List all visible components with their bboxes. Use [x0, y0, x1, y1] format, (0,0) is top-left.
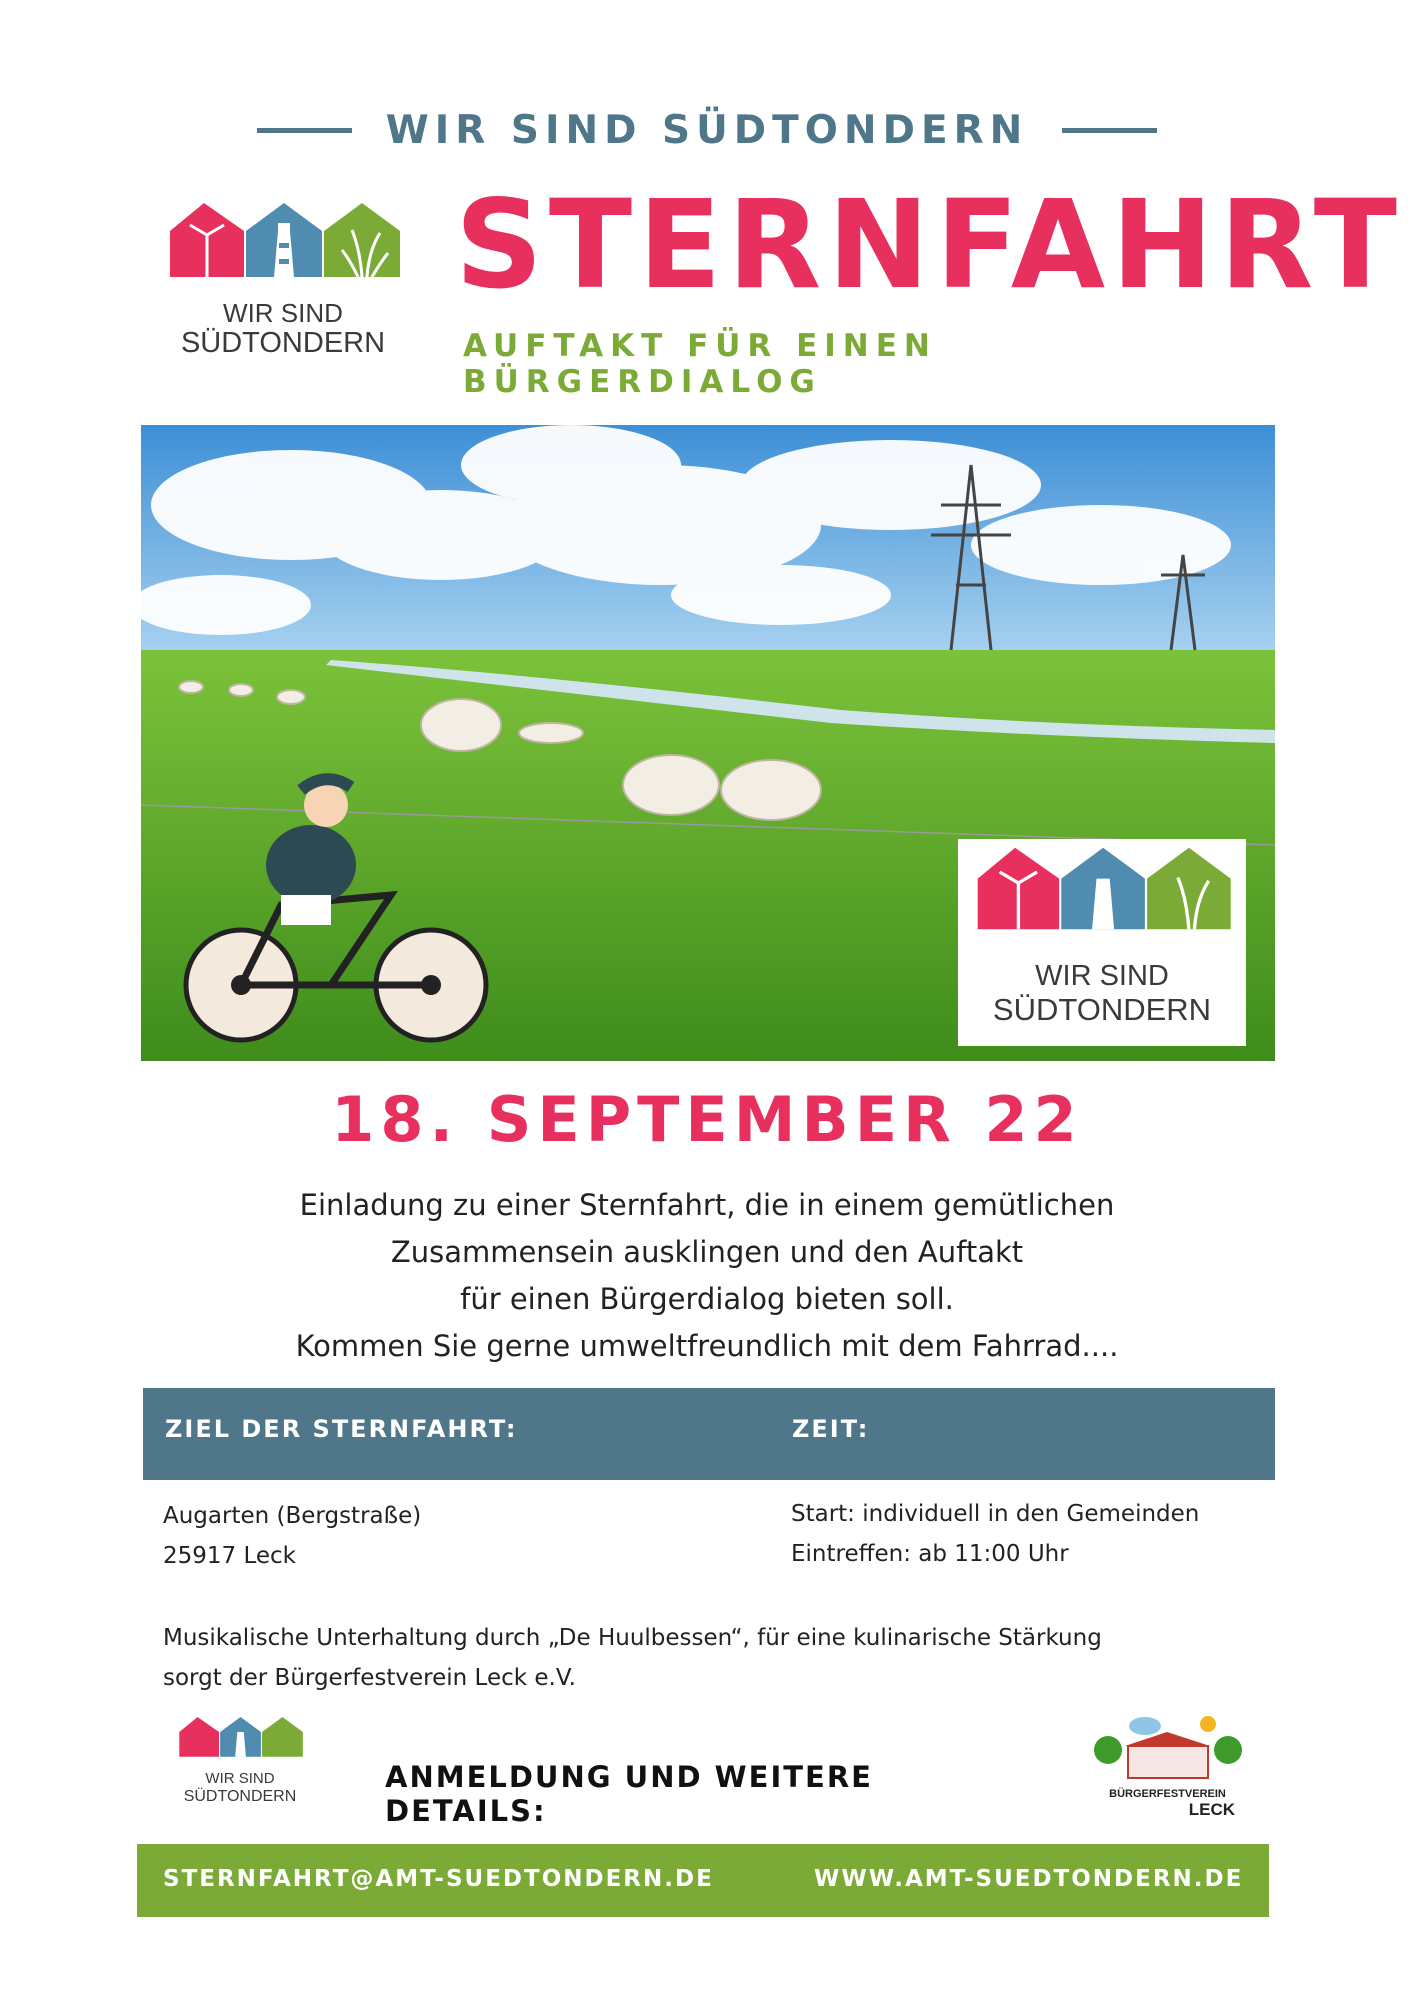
logo-line2: SÜDTONDERN [992, 991, 1212, 1027]
footer-logo [175, 1712, 305, 1816]
tagline: WIR SIND SÜDTONDERN [385, 107, 1029, 153]
intro-line: Einladung zu einer Sternfahrt, die in einem gemütlichen [299, 1188, 1115, 1222]
top-header [0, 100, 1414, 160]
website-link[interactable]: WWW.AMT-SUEDTONDERN.DE [814, 1866, 1244, 1892]
logo-line1: WIR SIND [205, 1770, 275, 1787]
destination-info [163, 1496, 623, 1576]
wir-sind-suedtondern-logo [162, 195, 404, 377]
logo-line1: WIR SIND [223, 298, 343, 328]
destination-line: 25917 Leck [163, 1543, 297, 1569]
time-info [791, 1494, 1271, 1574]
details-header-bar [143, 1388, 1275, 1480]
destination-line: Augarten (Bergstraße) [163, 1503, 422, 1529]
buergerfestverein-logo [1090, 1712, 1245, 1817]
music-info [163, 1618, 1283, 1698]
event-date: 18. SEPTEMBER 22 [331, 1083, 1083, 1156]
intro-line: für einen Bürgerdialog bieten soll. [460, 1282, 954, 1316]
contact-bar [137, 1844, 1269, 1917]
hero-photo [141, 425, 1275, 1061]
divider-left [257, 128, 352, 133]
logo-line1: WIR SIND [1035, 960, 1169, 992]
intro-line: Kommen Sie gerne umweltfreundlich mit dem Fahrrad.... [295, 1329, 1119, 1363]
houses-icon [162, 195, 404, 295]
houses-icon [175, 1712, 305, 1767]
registration-heading: ANMELDUNG UND WEITERE DETAILS: [385, 1760, 873, 1828]
destination-heading: ZIEL DER STERNFAHRT: [165, 1415, 518, 1443]
pavilion-icon [1090, 1712, 1245, 1784]
logo-line2: SÜDTONDERN [183, 1787, 297, 1805]
photo-logo [958, 839, 1246, 1046]
logo-line2: SÜDTONDERN [180, 326, 386, 359]
email-link[interactable]: STERNFAHRT@AMT-SUEDTONDERN.DE [163, 1866, 714, 1892]
houses-icon [958, 839, 1246, 949]
divider-right [1062, 128, 1157, 133]
time-line: Start: individuell in den Gemeinden [791, 1501, 1200, 1527]
time-heading: ZEIT: [792, 1415, 870, 1443]
partner-logo-line2: LECK [1188, 1800, 1235, 1819]
intro-line: Zusammensein ausklingen und den Auftakt [390, 1235, 1024, 1269]
partner-logo-line1: BÜRGERFESTVEREIN [1109, 1788, 1226, 1800]
music-line: sorgt der Bürgerfestverein Leck e.V. [163, 1665, 576, 1691]
intro-text [120, 1182, 1294, 1370]
music-line: Musikalische Unterhaltung durch „De Huulbessen“, für eine kulinarische Stärkung [163, 1625, 1102, 1651]
page-subtitle: AUFTAKT FÜR EINEN BÜRGERDIALOG [463, 328, 937, 400]
page-title: STERNFAHRT [455, 174, 1404, 316]
time-line: Eintreffen: ab 11:00 Uhr [791, 1541, 1069, 1567]
